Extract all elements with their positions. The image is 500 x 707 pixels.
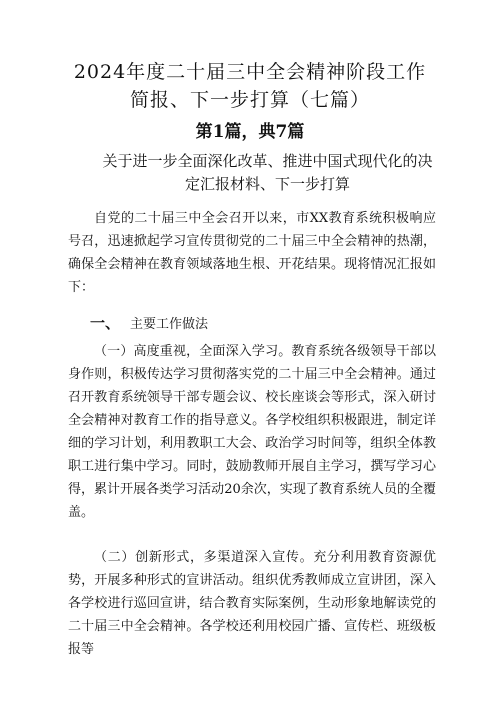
paragraph-publicity: （二）创新形式，多渠道深入宣传。充分利用教育资源优势，开展多种形式的宣讲活动。组织优秀教师成立宣讲团，深入各学校进行巡回宣讲，结合教育实际案例，生动形象地解读党的二十届三中全会精神。各学校还利用校园广播、宣传栏、班级板报等 — [68, 550, 436, 657]
document-title: 2024年度二十届三中全会精神阶段工作简报、下一步打算（七篇） — [73, 61, 427, 111]
section-title: 主要工作做法 — [130, 317, 209, 332]
intro-paragraph: 自党的二十届三中全会召开以来，市XX教育系统积极响应号召，迅速掀起学习宣传贯彻党的二十届三中全会精神的热潮，确保全会精神在教育领域落地生根、开花结果。现将情况汇报如下： — [68, 211, 436, 295]
paragraph-study: （一）高度重视，全面深入学习。教育系统各级领导干部以身作则，积极传达学习贯彻落实党的二十届三中全会精神。通过召开教育系统领导干部专题会议、校长座谈会等形式，深入研讨全会精神对教育工作的指导意义。各学校组织积极跟进，制定详细的学习计划，利用教职工大会、政治学习时间等，组织全体教职工进行集中学习。同时，鼓励教师开展自主学习，撰写学习心得，累计开展各类学习活动20余次，实现了教育系统人员的全覆盖。 — [68, 344, 436, 520]
document-subtitle: 第1篇，典7篇 — [195, 122, 305, 142]
section-heading — [90, 313, 208, 335]
report-heading: 关于进一步全面深化改革、推进中国式现代化的决定汇报材料、下一步打算 — [102, 152, 433, 193]
section-number: 一、 — [90, 314, 121, 332]
